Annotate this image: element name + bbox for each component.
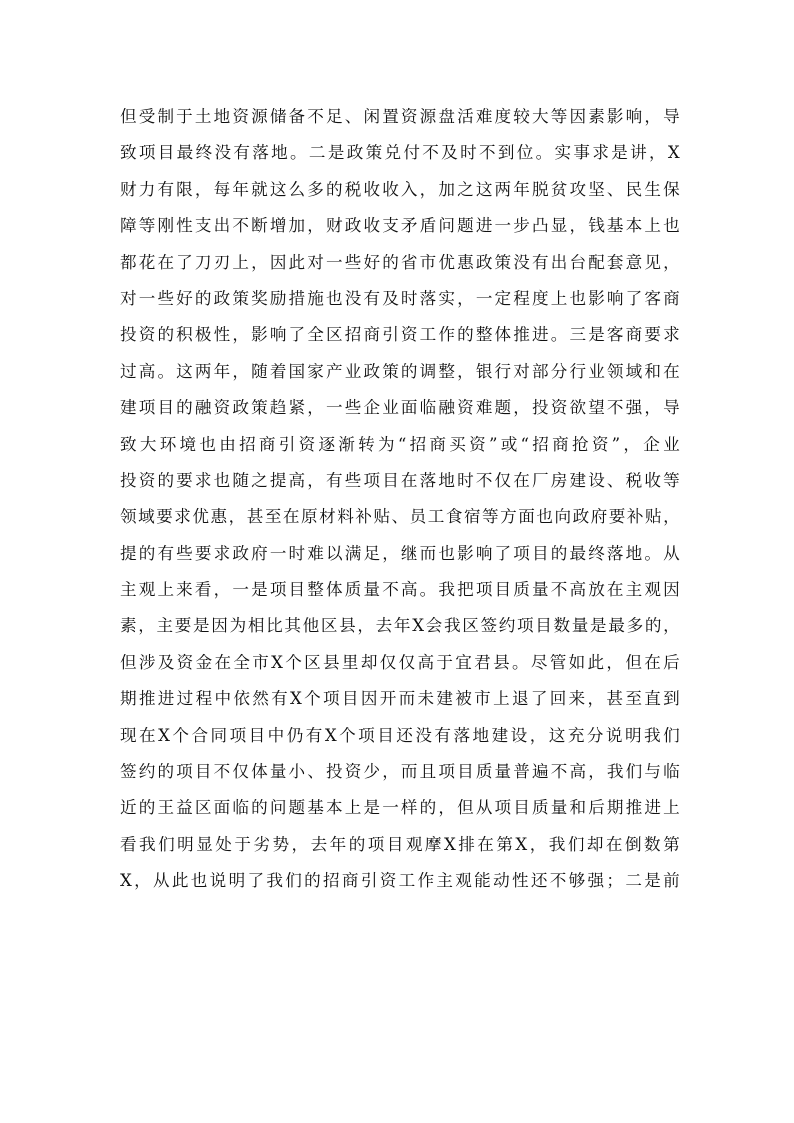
- text-line: 都花在了刀刃上，因此对一些好的省市优惠政策没有出台配套意见，: [120, 252, 680, 272]
- text-line: 看我们明显处于劣势，去年的项目观摩X排在第X，我们却在倒数第: [120, 834, 680, 854]
- text-line: 对一些好的政策奖励措施也没有及时落实，一定程度上也影响了客商: [120, 288, 680, 308]
- text-line: 现在X个合同项目中仍有X个项目还没有落地建设，这充分说明我们: [120, 725, 680, 745]
- text-line: 投资的要求也随之提高，有些项目在落地时不仅在厂房建设、税收等: [120, 470, 680, 490]
- text-line: 期推进过程中依然有X个项目因开而未建被市上退了回来，甚至直到: [120, 689, 680, 709]
- text-line: 过高。这两年，随着国家产业政策的调整，银行对部分行业领域和在: [120, 361, 680, 381]
- text-line: 近的王益区面临的问题基本上是一样的，但从项目质量和后期推进上: [120, 798, 680, 818]
- text-line: 素，主要是因为相比其他区县，去年X会我区签约项目数量是最多的，: [120, 616, 680, 636]
- text-line: 致项目最终没有落地。二是政策兑付不及时不到位。实事求是讲，X: [120, 143, 680, 163]
- text-line: 但涉及资金在全市X个区县里却仅仅高于宜君县。尽管如此，但在后: [120, 652, 680, 672]
- text-line: 签约的项目不仅体量小、投资少，而且项目质量普遍不高，我们与临: [120, 762, 680, 782]
- text-line: 障等刚性支出不断增加，财政收支矛盾问题进一步凸显，钱基本上也: [120, 216, 680, 236]
- text-line: 致大环境也由招商引资逐渐转为“招商买资”或“招商抢资”，企业: [120, 434, 680, 454]
- text-line: 主观上来看，一是项目整体质量不高。我把项目质量不高放在主观因: [120, 580, 680, 600]
- text-line: 建项目的融资政策趋紧，一些企业面临融资难题，投资欲望不强，导: [120, 398, 680, 418]
- document-body-paragraph: [120, 99, 680, 900]
- text-line: 领域要求优惠，甚至在原材料补贴、员工食宿等方面也向政府要补贴，: [120, 507, 680, 527]
- text-line: 但受制于土地资源储备不足、闲置资源盘活难度较大等因素影响，导: [120, 107, 680, 126]
- text-line: 财力有限，每年就这么多的税收收入，加之这两年脱贫攻坚、民生保: [120, 179, 680, 199]
- text-line: 提的有些要求政府一时难以满足，继而也影响了项目的最终落地。从: [120, 543, 680, 563]
- text-line: X，从此也说明了我们的招商引资工作主观能动性还不够强；二是前: [120, 871, 680, 891]
- text-line: 投资的积极性，影响了全区招商引资工作的整体推进。三是客商要求: [120, 325, 680, 345]
